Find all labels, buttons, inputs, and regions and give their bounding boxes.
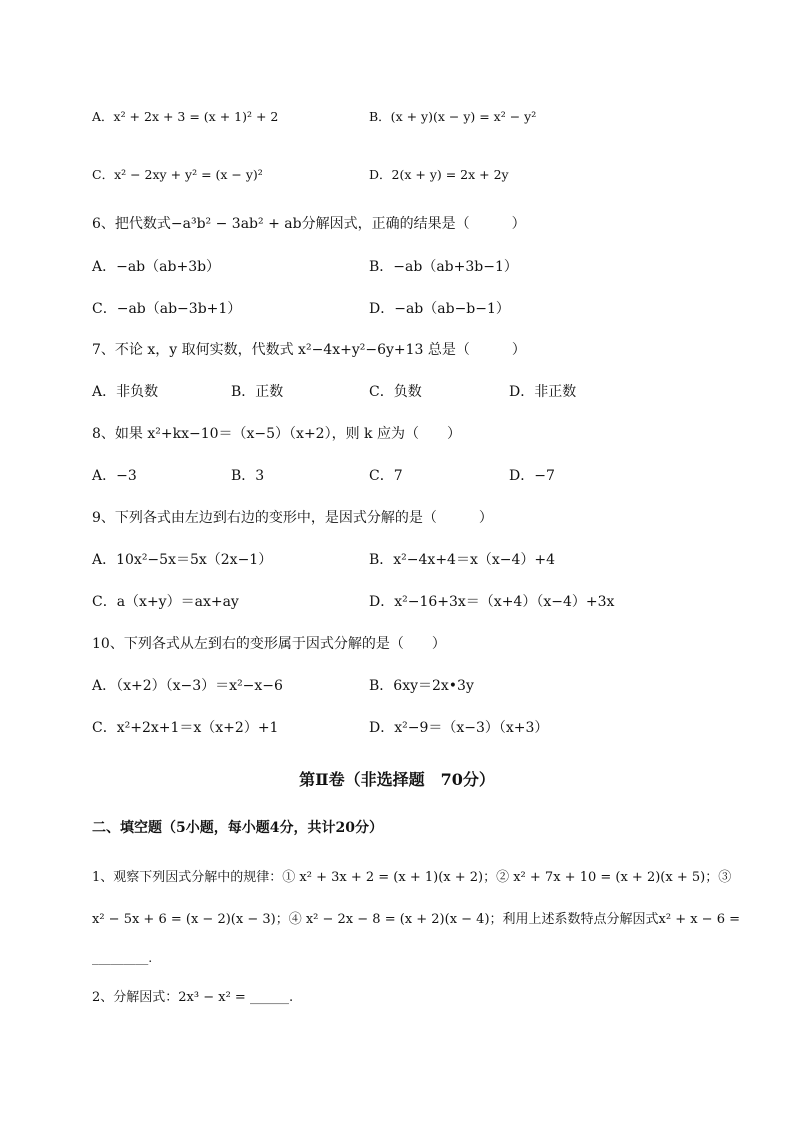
q10-stem: 10、下列各式从左到右的变形属于因式分解的是（ ）	[92, 636, 446, 652]
q7-option-c: C．负数	[369, 384, 422, 400]
q8-option-a: A．−3	[92, 468, 137, 484]
q5-option-d: D．2(x + y) = 2x + 2y	[369, 167, 509, 182]
section-2-title: 第Ⅱ卷（非选择题 70分）	[299, 770, 495, 789]
q8-option-d: D．−7	[509, 468, 555, 484]
q7-stem: 7、不论 x，y 取何实数，代数式 x²−4x+y²−6y+13 总是（ ）	[92, 342, 526, 358]
fill-section-heading: 二、填空题（5小题，每小题4分，共计20分）	[92, 820, 383, 836]
fill-q1-line1: 1、观察下列因式分解中的规律：① x² + 3x + 2 = (x + 1)(x + 2)；② x² + 7x + 10 = (x + 2)(x + 5)；③	[92, 870, 732, 885]
q6-stem: 6、把代数式−a³b² − 3ab² + ab分解因式，正确的结果是（ ）	[92, 216, 526, 232]
q6-option-d: D．−ab（ab−b−1）	[369, 301, 510, 317]
q10-option-d: D．x²−9＝（x−3）（x+3）	[369, 720, 549, 736]
q8-option-b: B．3	[231, 468, 265, 484]
fill-q2: 2、分解因式：2x³ − x² = ______.	[92, 990, 294, 1005]
q10-option-c: C．x²+2x+1＝x（x+2）+1	[92, 720, 279, 736]
fill-q1-answer-blank: _________.	[92, 950, 153, 965]
q9-option-d: D．x²−16+3x＝（x+4）（x−4）+3x	[369, 594, 615, 610]
q7-option-b: B．正数	[231, 384, 284, 400]
q7-option-d: D．非正数	[509, 384, 577, 400]
q6-option-a: A．−ab（ab+3b）	[92, 259, 221, 275]
q5-option-b: B．(x + y)(x − y) = x² − y²	[369, 109, 537, 124]
q8-option-c: C．7	[369, 468, 403, 484]
q9-option-b: B．x²−4x+4＝x（x−4）+4	[369, 552, 556, 568]
q9-option-a: A．10x²−5x＝5x（2x−1）	[92, 552, 273, 568]
fill-q1-line2: x² − 5x + 6 = (x − 2)(x − 3)；④ x² − 2x − 8 = (x + 2)(x − 4)；利用上述系数特点分解因式x² + x − 6 =	[92, 912, 741, 927]
q9-stem: 9、下列各式由左边到右边的变形中，是因式分解的是（ ）	[92, 510, 493, 526]
q6-option-b: B．−ab（ab+3b−1）	[369, 259, 518, 275]
q5-option-c: C．x² − 2xy + y² = (x − y)²	[92, 167, 263, 182]
q10-option-a: A．（x+2）（x−3）＝x²−x−6	[92, 678, 283, 694]
q10-option-b: B．6xy＝2x•3y	[369, 678, 474, 694]
q5-option-a: A．x² + 2x + 3 = (x + 1)² + 2	[92, 109, 279, 124]
q6-option-c: C．−ab（ab−3b+1）	[92, 301, 242, 317]
q7-option-a: A．非负数	[92, 384, 159, 400]
q8-stem: 8、如果 x²+kx−10＝（x−5）（x+2），则 k 应为（ ）	[92, 426, 461, 442]
q9-option-c: C．a（x+y）＝ax+ay	[92, 594, 239, 610]
